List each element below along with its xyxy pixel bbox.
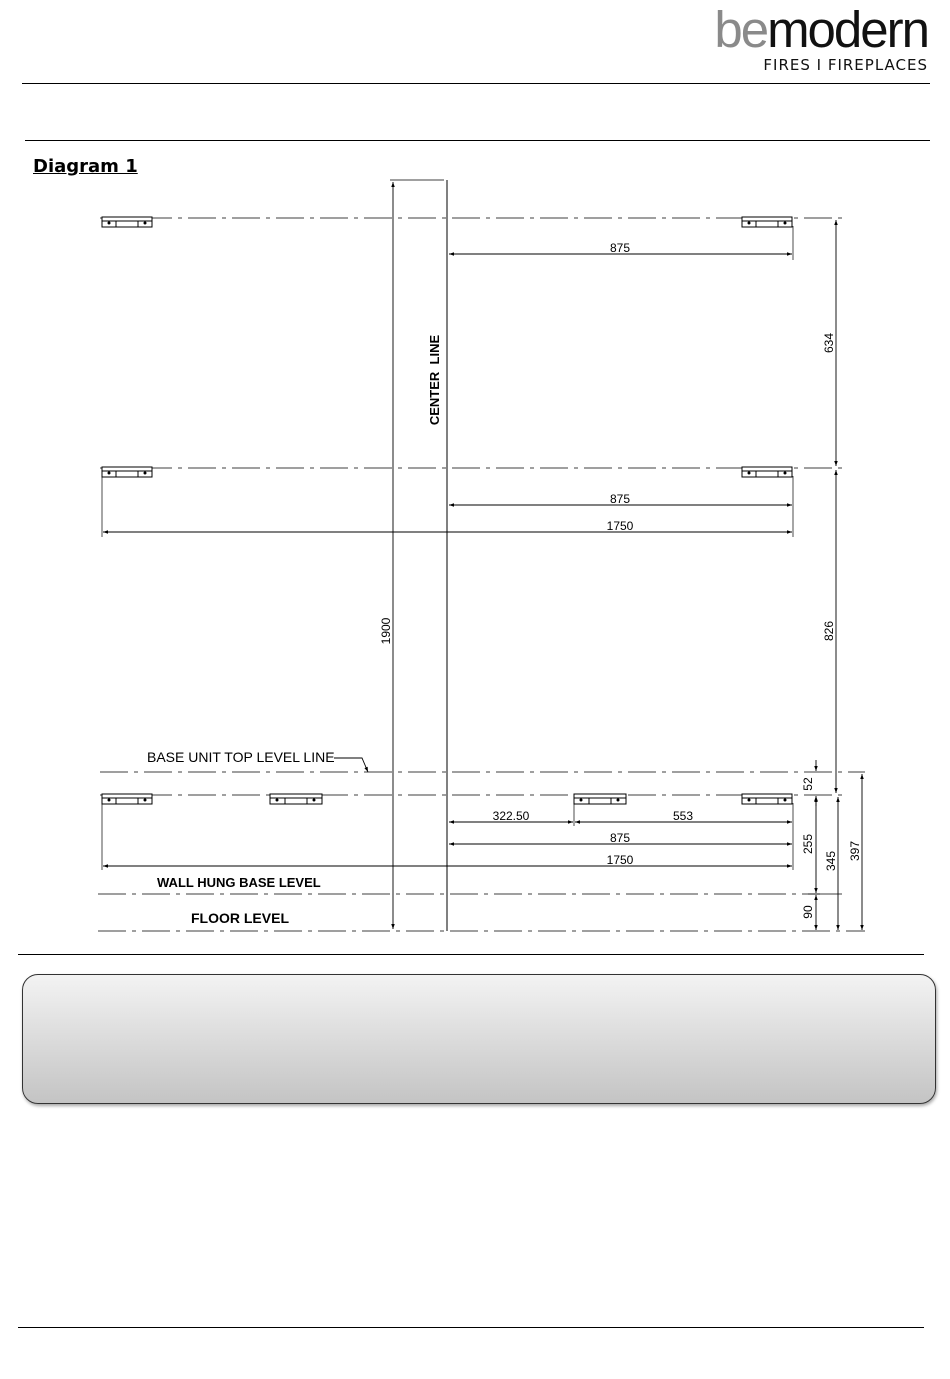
logo-wordmark: bemodern — [714, 1, 928, 58]
dim-1900: 1900 — [379, 617, 393, 645]
logo-tagline: FIRES I FIREPLACES — [763, 56, 928, 74]
wall-hung-base-label: WALL HUNG BASE LEVEL — [157, 875, 321, 890]
bracket-top-right — [742, 217, 792, 227]
dim-mid-1750: 1750 — [606, 519, 634, 533]
footer-divider — [18, 1327, 924, 1328]
dim-322-50: 322.50 — [492, 809, 530, 823]
bracket-base-2 — [270, 794, 322, 804]
diagram-title: Diagram 1 — [33, 156, 138, 177]
dim-base-875: 875 — [609, 831, 631, 845]
dim-345: 345 — [824, 850, 838, 872]
diagram-bottom-divider — [18, 954, 924, 955]
dim-826: 826 — [822, 620, 836, 642]
dim-397: 397 — [848, 840, 862, 862]
dim-255: 255 — [801, 833, 815, 855]
bracket-mid-right — [742, 467, 792, 477]
base-unit-top-label: BASE UNIT TOP LEVEL LINE — [147, 749, 335, 765]
dim-base-1750: 1750 — [606, 853, 634, 867]
bracket-mid-left — [102, 467, 152, 477]
dim-553: 553 — [672, 809, 694, 823]
dim-52: 52 — [801, 777, 815, 791]
base-top-leader — [334, 758, 368, 772]
bracket-top-left — [102, 217, 152, 227]
note-box — [22, 974, 936, 1104]
bracket-base-4 — [742, 794, 792, 804]
dim-634: 634 — [822, 332, 836, 354]
bracket-base-3 — [574, 794, 626, 804]
dim-mid-875: 875 — [609, 492, 631, 506]
center-line-label: CENTER LINE — [427, 334, 442, 426]
floor-level-label: FLOOR LEVEL — [191, 910, 289, 926]
dim-top-875: 875 — [609, 241, 631, 255]
dim-90: 90 — [801, 905, 815, 919]
bracket-base-1 — [102, 794, 152, 804]
